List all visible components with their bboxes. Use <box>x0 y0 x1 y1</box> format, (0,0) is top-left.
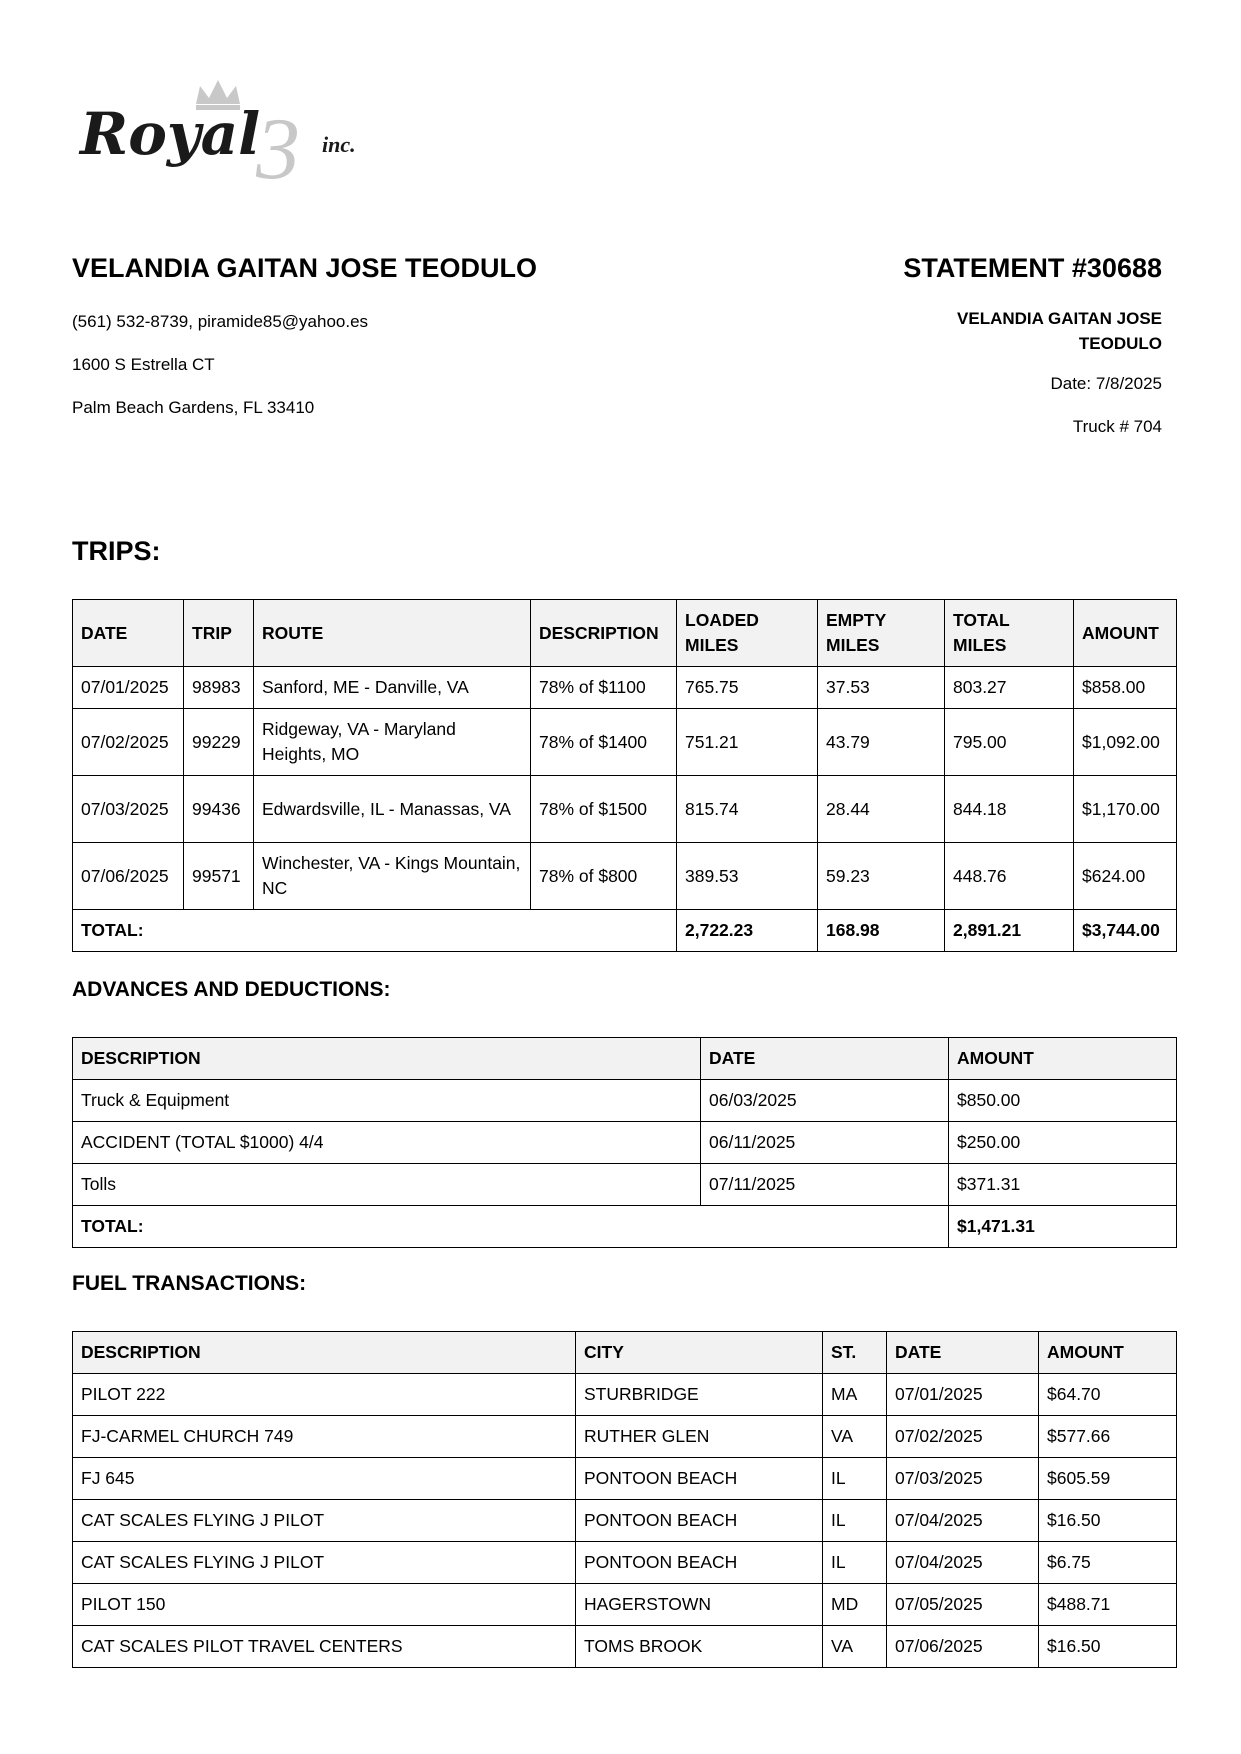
table-row <box>73 1500 1177 1542</box>
trip-route: Edwardsville, IL - Manassas, VA <box>254 776 531 843</box>
trip-number: 99571 <box>184 843 254 910</box>
trip-description: 78% of $1500 <box>531 776 677 843</box>
col-header-date: DATE <box>73 600 184 667</box>
trip-amount: $1,092.00 <box>1074 709 1177 776</box>
fuel-city: RUTHER GLEN <box>576 1416 823 1458</box>
fuel-table <box>72 1331 1177 1668</box>
logo-numeral: 3 <box>256 101 300 188</box>
trip-date: 07/02/2025 <box>73 709 184 776</box>
driver-address-line2: Palm Beach Gardens, FL 33410 <box>72 398 315 417</box>
col-header-amount: AMOUNT <box>949 1038 1177 1080</box>
trip-empty-miles: 28.44 <box>818 776 945 843</box>
trip-amount: $624.00 <box>1074 843 1177 910</box>
table-row <box>73 1542 1177 1584</box>
fuel-state: VA <box>823 1626 887 1668</box>
advance-amount: $250.00 <box>949 1122 1177 1164</box>
fuel-description: CAT SCALES FLYING J PILOT <box>73 1500 576 1542</box>
driver-info <box>72 250 692 417</box>
trip-description: 78% of $1400 <box>531 709 677 776</box>
trip-total-miles: 844.18 <box>945 776 1074 843</box>
advance-date: 07/11/2025 <box>701 1164 949 1206</box>
col-header-date: DATE <box>701 1038 949 1080</box>
col-header-amount: AMOUNT <box>1074 600 1177 667</box>
fuel-date: 07/01/2025 <box>887 1374 1039 1416</box>
fuel-amount: $16.50 <box>1039 1500 1177 1542</box>
table-row <box>73 1122 1177 1164</box>
trip-number: 99436 <box>184 776 254 843</box>
fuel-amount: $16.50 <box>1039 1626 1177 1668</box>
fuel-description: CAT SCALES FLYING J PILOT <box>73 1542 576 1584</box>
advance-amount: $371.31 <box>949 1164 1177 1206</box>
col-header-description: DESCRIPTION <box>73 1038 701 1080</box>
fuel-date: 07/03/2025 <box>887 1458 1039 1500</box>
trips-total-row <box>73 910 1177 952</box>
driver-address-line1: 1600 S Estrella CT <box>72 355 215 374</box>
advances-title: ADVANCES AND DEDUCTIONS: <box>72 978 391 1001</box>
advance-date: 06/11/2025 <box>701 1122 949 1164</box>
trip-total-miles: 803.27 <box>945 667 1074 709</box>
fuel-state: MA <box>823 1374 887 1416</box>
trips-total-empty: 168.98 <box>818 910 945 952</box>
table-row <box>73 709 1177 776</box>
trip-total-miles: 448.76 <box>945 843 1074 910</box>
fuel-state: IL <box>823 1542 887 1584</box>
trips-total-loaded: 2,722.23 <box>677 910 818 952</box>
advances-table <box>72 1037 1177 1248</box>
fuel-description: FJ-CARMEL CHURCH 749 <box>73 1416 576 1458</box>
trip-amount: $1,170.00 <box>1074 776 1177 843</box>
advance-description: Truck & Equipment <box>73 1080 701 1122</box>
fuel-description: CAT SCALES PILOT TRAVEL CENTERS <box>73 1626 576 1668</box>
logo-wordmark: Royal <box>80 100 261 168</box>
advances-total-amount: $1,471.31 <box>949 1206 1177 1248</box>
table-row <box>73 1416 1177 1458</box>
trip-loaded-miles: 815.74 <box>677 776 818 843</box>
fuel-description: PILOT 150 <box>73 1584 576 1626</box>
statement-name-line1: VELANDIA GAITAN JOSE <box>957 309 1162 328</box>
advances-total-label: TOTAL: <box>73 1206 949 1248</box>
fuel-city: PONTOON BEACH <box>576 1500 823 1542</box>
col-header-trip: TRIP <box>184 600 254 667</box>
table-row <box>73 1164 1177 1206</box>
fuel-state: IL <box>823 1500 887 1542</box>
advance-description: ACCIDENT (TOTAL $1000) 4/4 <box>73 1122 701 1164</box>
trips-table <box>72 599 1177 952</box>
fuel-description: PILOT 222 <box>73 1374 576 1416</box>
col-header-city: CITY <box>576 1332 823 1374</box>
fuel-description: FJ 645 <box>73 1458 576 1500</box>
trip-loaded-miles: 389.53 <box>677 843 818 910</box>
logo-suffix: inc. <box>322 132 356 157</box>
advance-date: 06/03/2025 <box>701 1080 949 1122</box>
table-row <box>73 776 1177 843</box>
fuel-city: TOMS BROOK <box>576 1626 823 1668</box>
col-header-loaded-miles: LOADED MILES <box>677 600 818 667</box>
company-logo <box>78 78 378 188</box>
trip-date: 07/06/2025 <box>73 843 184 910</box>
table-row <box>73 1458 1177 1500</box>
fuel-date: 07/04/2025 <box>887 1500 1039 1542</box>
col-header-date: DATE <box>887 1332 1039 1374</box>
fuel-state: IL <box>823 1458 887 1500</box>
trip-description: 78% of $800 <box>531 843 677 910</box>
table-row <box>73 1626 1177 1668</box>
col-header-total-miles: TOTAL MILES <box>945 600 1074 667</box>
fuel-amount: $64.70 <box>1039 1374 1177 1416</box>
advance-amount: $850.00 <box>949 1080 1177 1122</box>
trip-date: 07/03/2025 <box>73 776 184 843</box>
table-row <box>73 1584 1177 1626</box>
trip-description: 78% of $1100 <box>531 667 677 709</box>
trip-amount: $858.00 <box>1074 667 1177 709</box>
trip-empty-miles: 43.79 <box>818 709 945 776</box>
trips-total-amount: $3,744.00 <box>1074 910 1177 952</box>
trip-empty-miles: 59.23 <box>818 843 945 910</box>
fuel-amount: $6.75 <box>1039 1542 1177 1584</box>
fuel-amount: $577.66 <box>1039 1416 1177 1458</box>
col-header-empty-miles: EMPTY MILES <box>818 600 945 667</box>
table-row <box>73 843 1177 910</box>
table-row <box>73 1374 1177 1416</box>
fuel-state: VA <box>823 1416 887 1458</box>
trip-date: 07/01/2025 <box>73 667 184 709</box>
trips-title: TRIPS: <box>72 536 161 566</box>
col-header-amount: AMOUNT <box>1039 1332 1177 1374</box>
trip-route: Ridgeway, VA - Maryland Heights, MO <box>254 709 531 776</box>
trip-route: Winchester, VA - Kings Mountain, NC <box>254 843 531 910</box>
trip-number: 99229 <box>184 709 254 776</box>
table-row <box>73 667 1177 709</box>
trip-route: Sanford, ME - Danville, VA <box>254 667 531 709</box>
fuel-date: 07/04/2025 <box>887 1542 1039 1584</box>
fuel-city: HAGERSTOWN <box>576 1584 823 1626</box>
fuel-state: MD <box>823 1584 887 1626</box>
fuel-city: PONTOON BEACH <box>576 1542 823 1584</box>
fuel-amount: $488.71 <box>1039 1584 1177 1626</box>
fuel-city: STURBRIDGE <box>576 1374 823 1416</box>
fuel-city: PONTOON BEACH <box>576 1458 823 1500</box>
driver-name: VELANDIA GAITAN JOSE TEODULO <box>72 253 538 283</box>
trips-total-miles: 2,891.21 <box>945 910 1074 952</box>
driver-contact: (561) 532-8739, piramide85@yahoo.es <box>72 312 369 331</box>
fuel-date: 07/05/2025 <box>887 1584 1039 1626</box>
trip-loaded-miles: 751.21 <box>677 709 818 776</box>
trips-total-label: TOTAL: <box>73 910 677 952</box>
advance-description: Tolls <box>73 1164 701 1206</box>
fuel-amount: $605.59 <box>1039 1458 1177 1500</box>
trip-loaded-miles: 765.75 <box>677 667 818 709</box>
trips-header-row <box>73 600 1177 667</box>
col-header-description: DESCRIPTION <box>531 600 677 667</box>
trip-total-miles: 795.00 <box>945 709 1074 776</box>
advances-header-row <box>73 1038 1177 1080</box>
fuel-title: FUEL TRANSACTIONS: <box>72 1272 307 1295</box>
fuel-header-row <box>73 1332 1177 1374</box>
statement-name-line2: TEODULO <box>1078 334 1162 353</box>
fuel-date: 07/06/2025 <box>887 1626 1039 1668</box>
advances-total-row <box>73 1206 1177 1248</box>
table-row <box>73 1080 1177 1122</box>
trip-empty-miles: 37.53 <box>818 667 945 709</box>
statement-truck: Truck # 704 <box>1072 417 1162 436</box>
trip-number: 98983 <box>184 667 254 709</box>
statement-info <box>742 250 1162 437</box>
col-header-route: ROUTE <box>254 600 531 667</box>
fuel-date: 07/02/2025 <box>887 1416 1039 1458</box>
col-header-state: ST. <box>823 1332 887 1374</box>
col-header-description: DESCRIPTION <box>73 1332 576 1374</box>
statement-title: STATEMENT #30688 <box>903 253 1162 283</box>
statement-date: Date: 7/8/2025 <box>1050 374 1162 393</box>
